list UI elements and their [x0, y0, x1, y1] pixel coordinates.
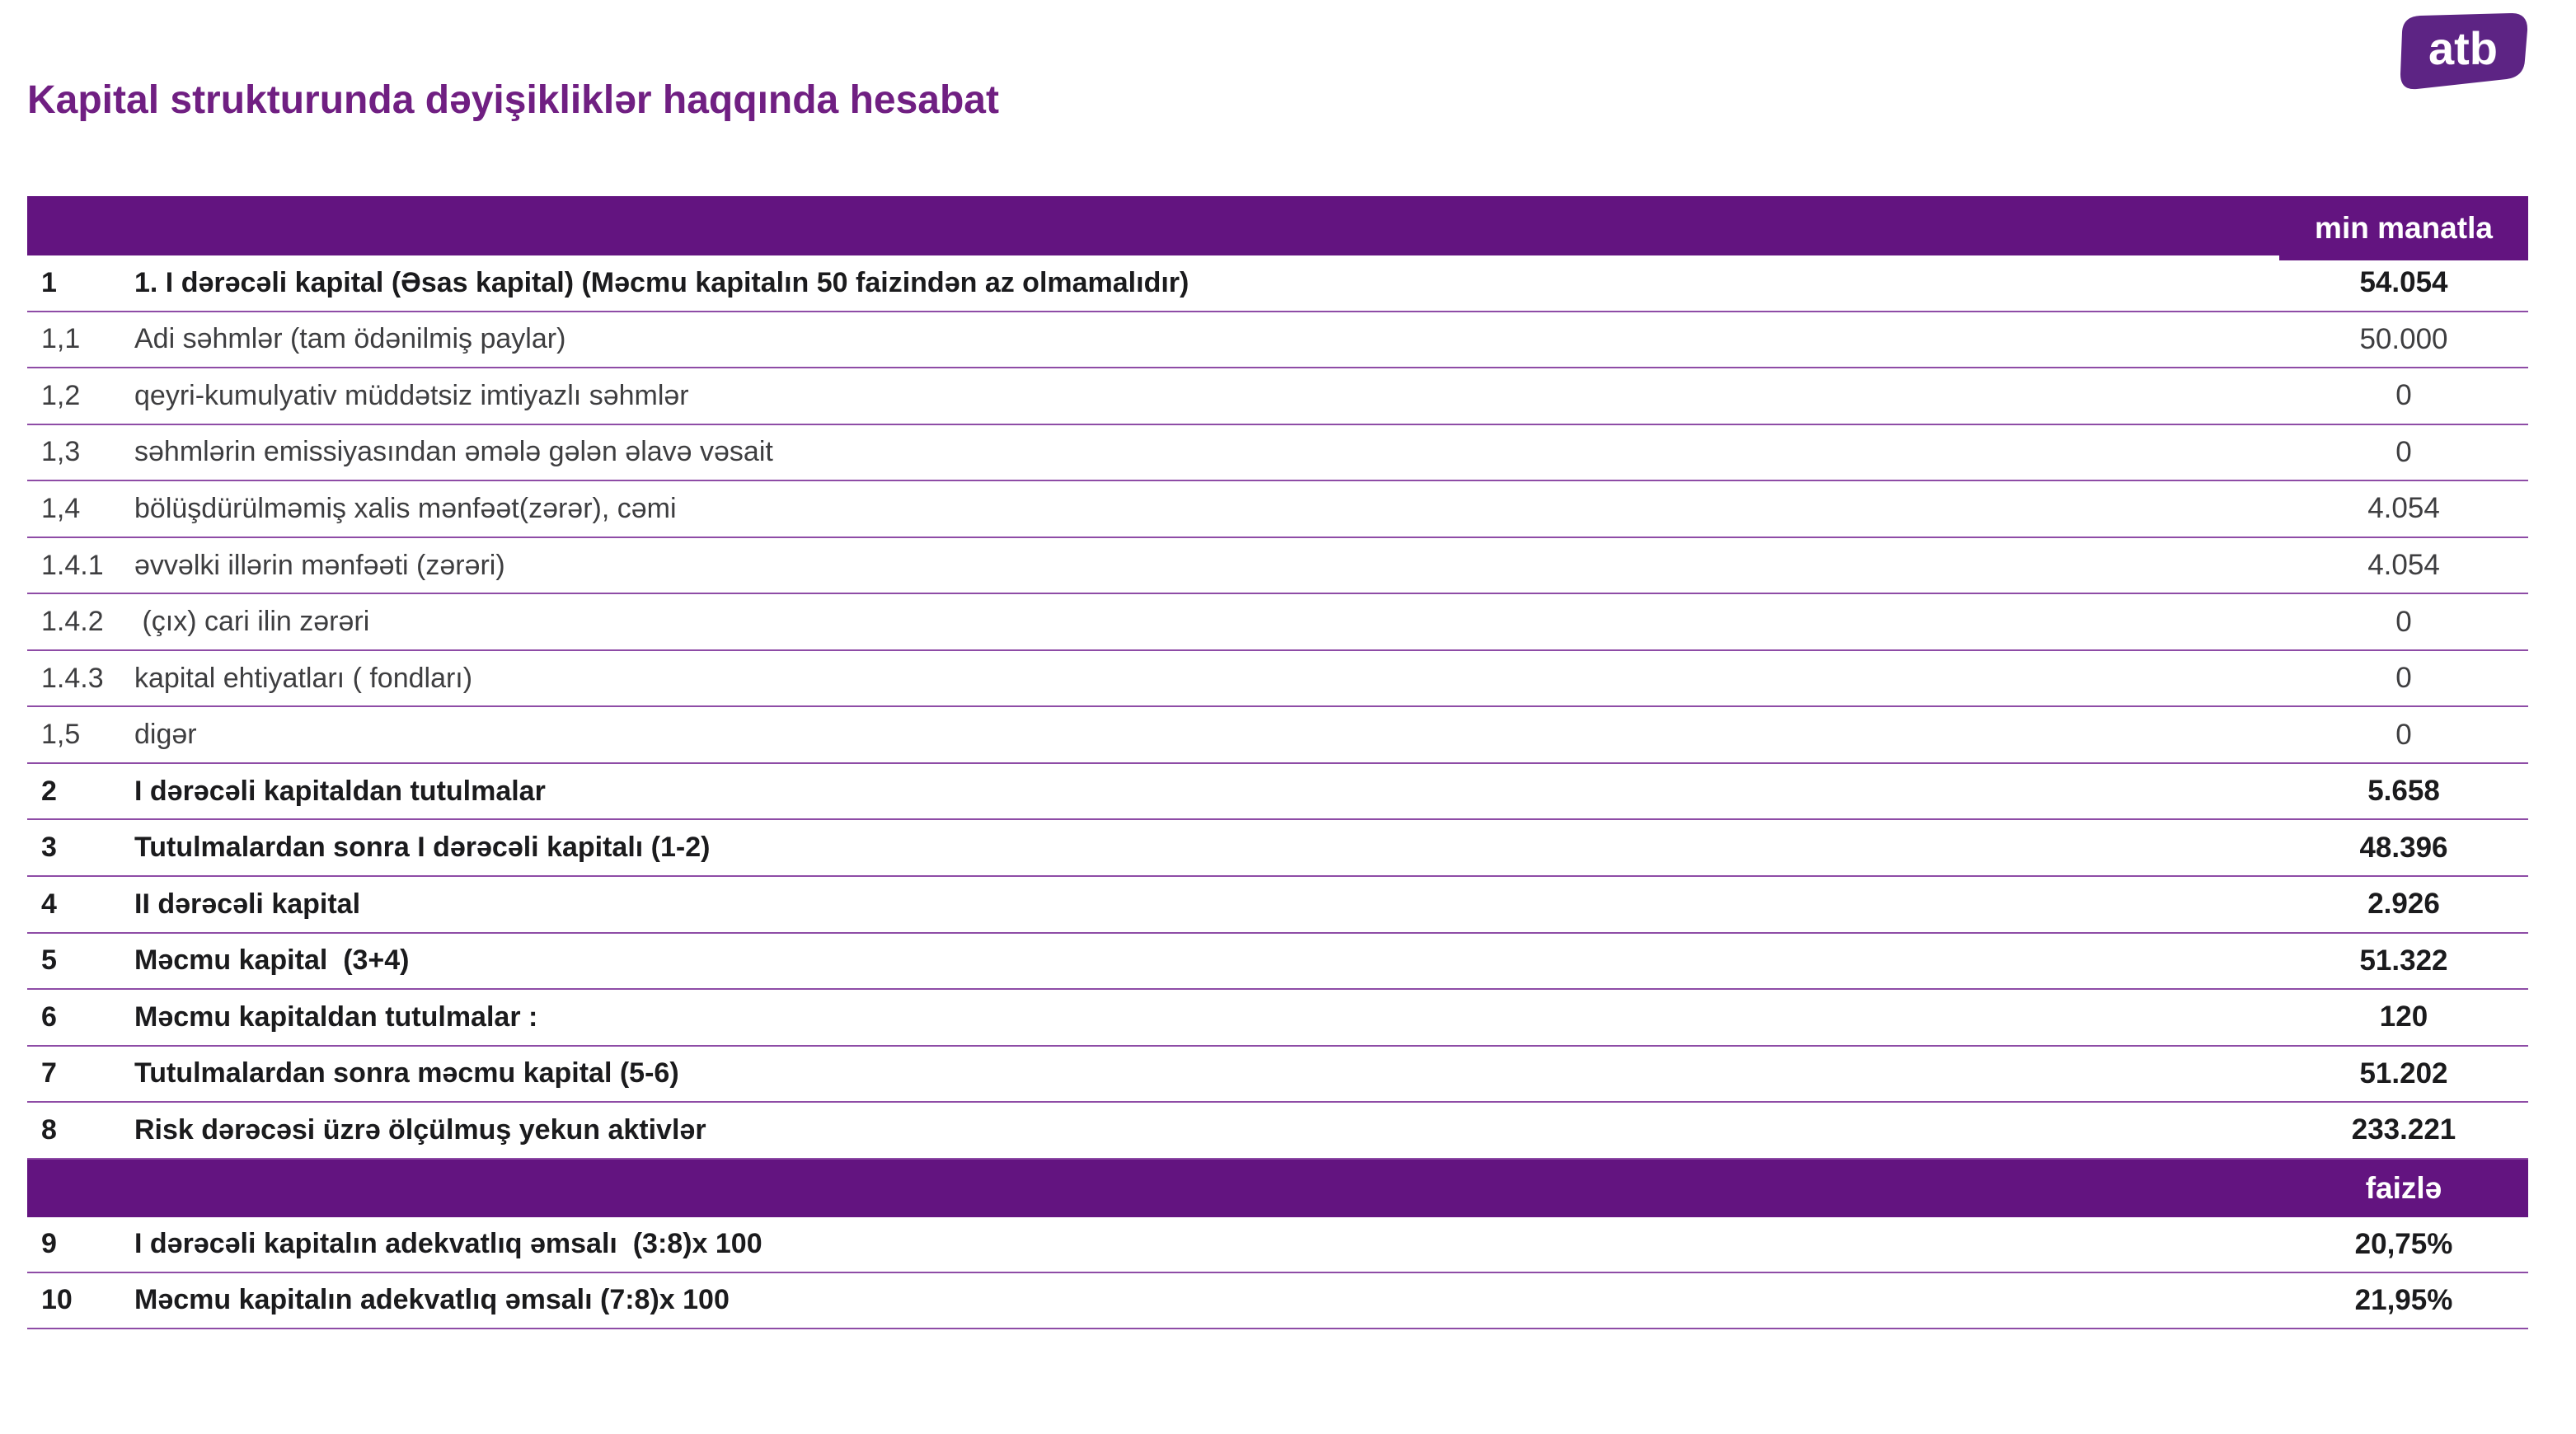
percent-header-label: faizlə [2365, 1170, 2442, 1205]
table-row [27, 1047, 2528, 1104]
atb-logo [2395, 10, 2531, 91]
row-value: 51.202 [2359, 1057, 2448, 1090]
table-row [27, 707, 2528, 764]
row-value: 2.926 [2367, 888, 2440, 921]
unit-header-label: min manatla [2315, 211, 2493, 245]
row-value: 0 [2395, 718, 2412, 751]
row-number: 1.4.1 [41, 549, 104, 581]
table-row [27, 481, 2528, 538]
table-row [27, 255, 2528, 312]
row-label: Tutulmalardan sonra I dərəcəli kapitalı (1-2) [134, 832, 711, 864]
row-label: 1. I dərəcəli kapital (Əsas kapital) (Məcmu kapitalın 50 faizindən az olmamalıdır) [134, 266, 1189, 298]
row-number: 1,4 [41, 492, 81, 524]
table-row [27, 425, 2528, 482]
row-value: 120 [2379, 1001, 2428, 1033]
table-row [27, 594, 2528, 651]
row-label: Məcmu kapitalın adekvatlıq əmsalı (7:8)x 100 [134, 1284, 730, 1316]
row-number: 1,3 [41, 436, 81, 468]
row-label: əvvəlki illərin mənfəəti (zərəri) [134, 549, 505, 581]
table-row [27, 368, 2528, 425]
table-row [27, 651, 2528, 708]
table-row [27, 538, 2528, 595]
percent-header-cell [2279, 1160, 2528, 1217]
row-value: 54.054 [2359, 266, 2448, 299]
row-number: 1,2 [41, 379, 81, 411]
row-value: 0 [2395, 605, 2412, 638]
table-rows [27, 255, 2528, 1329]
row-value: 20,75% [2354, 1227, 2453, 1260]
row-number: 5 [41, 944, 57, 977]
row-number: 8 [41, 1113, 57, 1146]
row-number: 3 [41, 832, 57, 864]
row-value: 48.396 [2359, 831, 2448, 864]
row-label: Adi səhmlər (tam ödənilmiş paylar) [134, 323, 566, 355]
row-value: 5.658 [2367, 775, 2440, 808]
table-row [27, 934, 2528, 991]
row-label: digər [134, 719, 197, 751]
row-label: Tutulmalardan sonra məcmu kapital (5-6) [134, 1057, 679, 1090]
row-value: 0 [2395, 662, 2412, 695]
row-label: Məcmu kapitaldan tutulmalar : [134, 1001, 538, 1033]
table-row [27, 312, 2528, 369]
row-value: 51.322 [2359, 944, 2448, 977]
row-number: 1,1 [41, 323, 81, 355]
table-row [27, 1103, 2528, 1160]
table-row [27, 764, 2528, 821]
row-number: 1,5 [41, 719, 81, 751]
row-label: II dərəcəli kapital [134, 888, 361, 920]
row-label: I dərəcəli kapitalın adekvatlıq əmsalı (3:8)x 100 [134, 1228, 762, 1260]
row-number: 7 [41, 1057, 57, 1090]
row-label: qeyri-kumulyativ müddətsiz imtiyazlı səhmlər [134, 379, 689, 411]
row-number: 9 [41, 1228, 57, 1260]
table-row [27, 820, 2528, 877]
row-label: (çıx) cari ilin zərəri [134, 606, 370, 638]
row-number: 4 [41, 888, 57, 920]
row-value: 21,95% [2354, 1283, 2453, 1316]
atb-logo-text: atb [2428, 21, 2498, 74]
table-row [27, 990, 2528, 1047]
unit-header-band [27, 196, 2528, 255]
row-value: 4.054 [2367, 492, 2440, 525]
page-title: Kapital strukturunda dəyişikliklər haqqında hesabat [27, 78, 999, 122]
row-value: 0 [2395, 379, 2412, 412]
table-row [27, 877, 2528, 934]
row-number: 1.4.3 [41, 662, 104, 694]
row-value: 4.054 [2367, 549, 2440, 581]
row-value: 233.221 [2351, 1113, 2456, 1146]
row-number: 2 [41, 775, 57, 807]
table-row [27, 1273, 2528, 1329]
row-label: kapital ehtiyatları ( fondları) [134, 662, 473, 694]
row-value: 50.000 [2359, 322, 2448, 355]
row-label: səhmlərin emissiyasından əmələ gələn əlavə vəsait [134, 436, 773, 468]
row-label: I dərəcəli kapitaldan tutulmalar [134, 775, 546, 807]
row-number: 1 [41, 266, 57, 298]
unit-header-cell [2279, 196, 2528, 260]
percent-header-band [27, 1160, 2528, 1217]
row-number: 6 [41, 1001, 57, 1033]
table-row [27, 1217, 2528, 1273]
row-label: Məcmu kapital (3+4) [134, 944, 410, 977]
row-number: 10 [41, 1284, 73, 1316]
row-value: 0 [2395, 435, 2412, 468]
row-number: 1.4.2 [41, 606, 104, 638]
row-label: Risk dərəcəsi üzrə ölçülmuş yekun aktivlər [134, 1113, 706, 1146]
row-label: bölüşdürülməmiş xalis mənfəət(zərər), cəmi [134, 492, 677, 524]
capital-structure-table [27, 196, 2528, 1329]
